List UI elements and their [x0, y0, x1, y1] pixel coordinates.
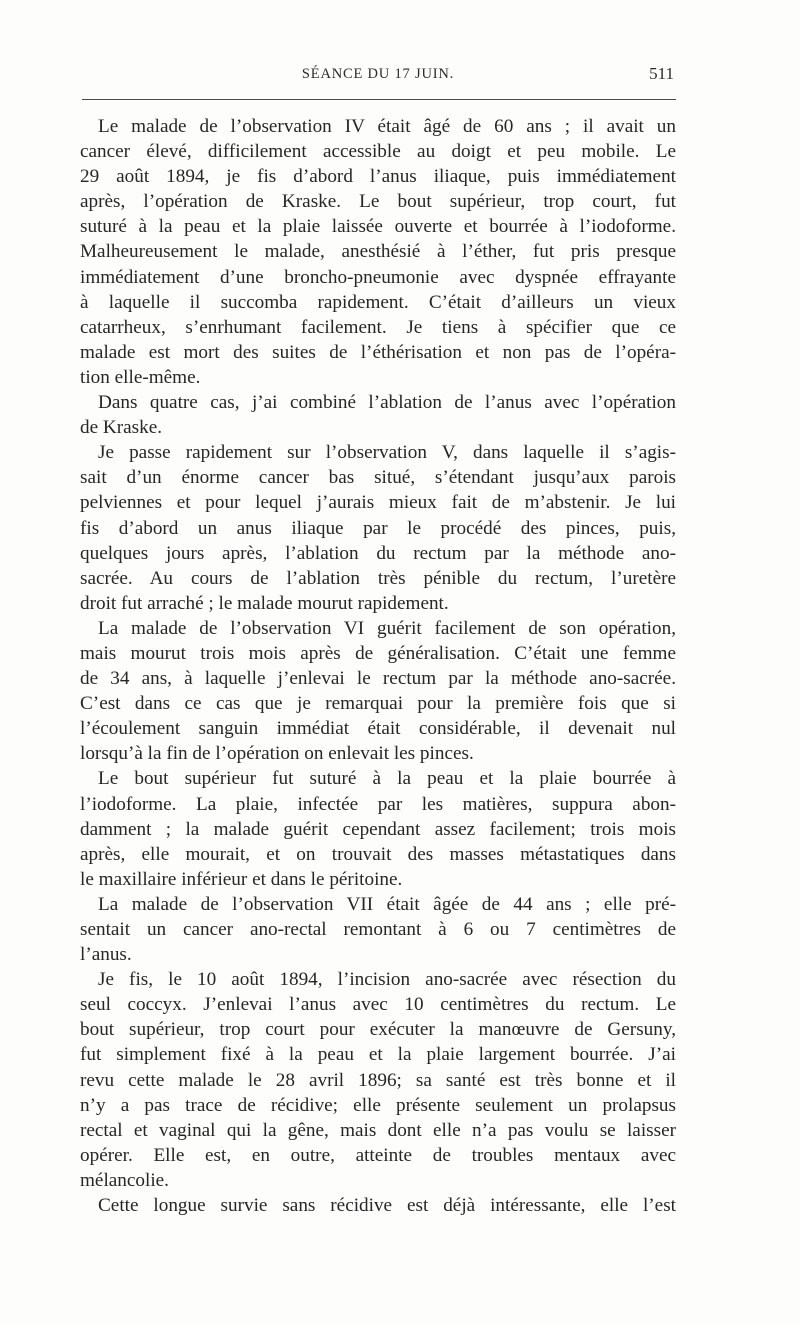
- text-line: bout supérieur, trop court pour exécuter la manœuvre de Gersuny,: [80, 1019, 676, 1041]
- body-text: [80, 114, 676, 1218]
- text-line: mélancolie.: [80, 1169, 169, 1191]
- text-line: sacrée. Au cours de l’ablation très pénible du rectum, l’uretère: [80, 567, 676, 589]
- text-line: sait d’un énorme cancer bas situé, s’étendant jusqu’aux parois: [80, 467, 676, 489]
- text-line: Je fis, le 10 août 1894, l’incision ano-sacrée avec résection du: [98, 969, 676, 991]
- paragraph-incision: [80, 967, 676, 1193]
- text-line: La malade de l’observation VI guérit facilement de son opération,: [98, 617, 676, 639]
- paragraph-observation-vii: [80, 892, 676, 967]
- paragraph-long-survival: [80, 1193, 676, 1218]
- text-line: le maxillaire inférieur et dans le péritoine.: [80, 868, 403, 890]
- text-line: de 34 ans, à laquelle j’enlevai le rectum par la méthode ano-sacrée.: [80, 668, 676, 690]
- text-line: l’écoulement sanguin immédiat était considérable, il devenait nul: [80, 718, 676, 740]
- text-line: opérer. Elle est, en outre, atteinte de troubles mentaux avec: [80, 1144, 676, 1166]
- text-line: rectal et vaginal qui la gêne, mais dont elle n’a pas voulu se laisser: [80, 1119, 676, 1141]
- text-line: revu cette malade le 28 avril 1896; sa santé est très bonne et il: [80, 1069, 676, 1091]
- paragraph-observation-vi: [80, 616, 676, 767]
- paragraph-upper-end: [80, 766, 676, 891]
- text-line: de Kraske.: [80, 417, 163, 439]
- text-line: immédiatement d’une broncho-pneumonie avec dyspnée effrayante: [80, 266, 676, 288]
- text-line: fut simplement fixé à la peau et la plaie largement bourrée. J’ai: [80, 1044, 676, 1066]
- paragraph-observation-v: [80, 440, 676, 616]
- text-line: sentait un cancer ano-rectal remontant à 6 ou 7 centimètres de: [80, 919, 676, 940]
- text-line: après, l’opération de Kraske. Le bout supérieur, trop court, fut: [80, 191, 676, 213]
- text-line: La malade de l’observation VII était âgée de 44 ans ; elle pré-: [98, 893, 676, 915]
- text-line: n’y a pas trace de récidive; elle présente seulement un prolapsus: [80, 1094, 676, 1116]
- text-line: l’iodoforme. La plaie, infectée par les matières, suppura abon-: [80, 793, 676, 815]
- text-line: pelviennes et pour lequel j’aurais mieux fait de m’abstenir. Je lui: [80, 492, 676, 514]
- text-line: l’anus.: [80, 944, 132, 966]
- text-line: suturé à la peau et la plaie laissée ouverte et bourrée à l’iodoforme.: [80, 216, 676, 238]
- text-line: Le malade de l’observation IV était âgé de 60 ans ; il avait un: [98, 116, 676, 137]
- text-line: Dans quatre cas, j’ai combiné l’ablation de l’anus avec l’opération: [98, 392, 676, 414]
- text-line: Malheureusement le malade, anesthésié à l’éther, fut pris presque: [80, 241, 676, 263]
- running-title: SÉANCE DU 17 JUIN.: [301, 66, 455, 82]
- text-line: Le bout supérieur fut suturé à la peau et la plaie bourrée à: [98, 768, 676, 790]
- text-line: Cette longue survie sans récidive est déjà intéressante, elle l’est: [98, 1195, 676, 1217]
- text-line: damment ; la malade guérit cependant assez facilement; trois mois: [80, 818, 676, 840]
- header-rule: [82, 99, 676, 100]
- text-line: cancer élevé, difficilement accessible au doigt et peu mobile. Le: [80, 141, 676, 163]
- page-number: 511: [649, 64, 674, 83]
- text-line: à laquelle il succomba rapidement. C’était d’ailleurs un vieux: [80, 291, 676, 313]
- text-line: tion elle-même.: [80, 366, 201, 388]
- text-line: catarrheux, s’enrhumant facilement. Je tiens à spécifier que ce: [80, 316, 676, 338]
- text-line: seul coccyx. J’enlevai l’anus avec 10 centimètres du rectum. Le: [80, 994, 676, 1016]
- running-header: [80, 64, 676, 88]
- text-line: C’est dans ce cas que je remarquai pour la première fois que si: [80, 693, 676, 715]
- text-line: malade est mort des suites de l’éthérisation et non pas de l’opéra-: [80, 341, 676, 363]
- text-line: 29 août 1894, je fis d’abord l’anus iliaque, puis immédiatement: [80, 166, 676, 188]
- paragraph-observation-iv: [80, 114, 676, 390]
- paragraph-four-cases: [80, 390, 676, 440]
- text-line: lorsqu’à la fin de l’opération on enlevait les pinces.: [80, 743, 474, 765]
- text-line: droit fut arraché ; le malade mourut rapidement.: [80, 592, 449, 614]
- text-line: Je passe rapidement sur l’observation V, dans laquelle il s’agis-: [98, 442, 676, 464]
- text-line: mais mourut trois mois après de généralisation. C’était une femme: [80, 642, 676, 664]
- text-line: après, elle mourait, et on trouvait des masses métastatiques dans: [80, 843, 676, 865]
- text-line: quelques jours après, l’ablation du rectum par la méthode ano-: [80, 542, 676, 564]
- text-line: fis d’abord un anus iliaque par le procédé des pinces, puis,: [80, 517, 676, 539]
